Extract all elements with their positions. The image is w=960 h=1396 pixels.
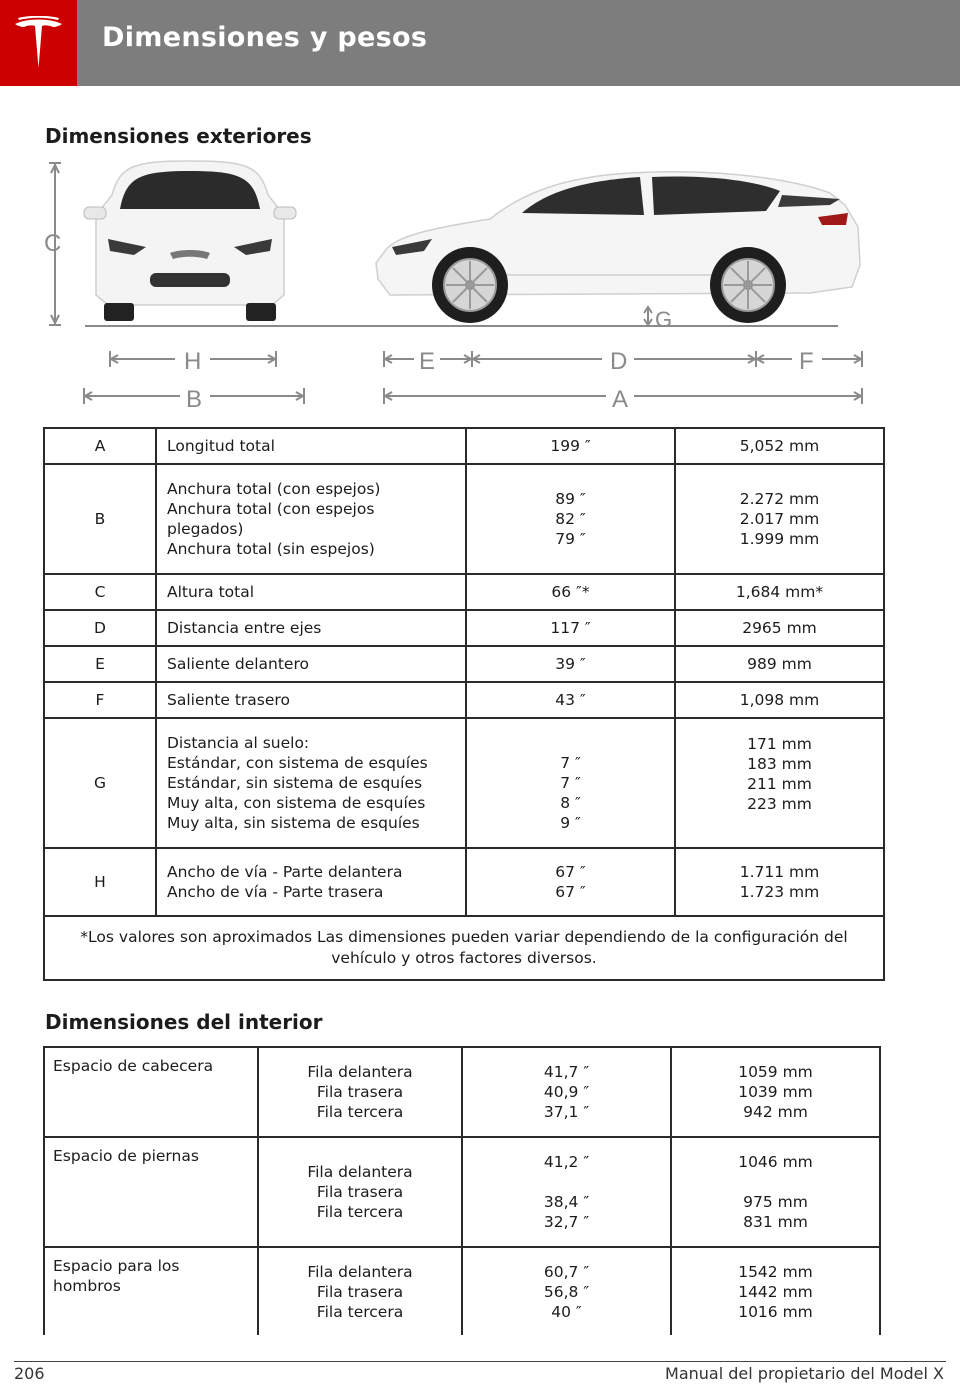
row-mm: 2.272 mm 2.017 mm 1.999 mm [675,464,884,574]
row-seats: Fila delantera Fila trasera Fila tercera [258,1247,462,1335]
row-description: Saliente trasero [156,682,466,718]
row-letter: B [44,464,156,574]
footnote-row [44,916,884,980]
row-inches: 41,2 ″ 38,4 ″ 32,7 ″ [462,1137,671,1247]
tesla-logo [0,0,77,86]
row-mm: 5,052 mm [675,428,884,464]
row-description: Distancia entre ejes [156,610,466,646]
row-seats: Fila delantera Fila trasera Fila tercera [258,1047,462,1137]
table-row [44,610,884,646]
row-mm: 1542 mm 1442 mm 1016 mm [671,1247,880,1335]
row-inches: 117 ″ [466,610,675,646]
footer-divider [14,1361,946,1362]
label-d: D [610,348,628,375]
row-mm: 1,098 mm [675,682,884,718]
row-inches: 199 ″ [466,428,675,464]
row-inches: 41,7 ″ 40,9 ″ 37,1 ″ [462,1047,671,1137]
row-inches: 89 ″ 82 ″ 79 ″ [466,464,675,574]
row-mm: 171 mm 183 mm 211 mm 223 mm [675,718,884,848]
table-row [44,574,884,610]
row-mm: 2965 mm [675,610,884,646]
row-inches: 67 ″ 67 ″ [466,848,675,916]
ground-clearance-indicator [644,307,652,325]
label-a: A [612,386,629,413]
row-letter: H [44,848,156,916]
page-number: 206 [14,1364,45,1383]
table-row [44,718,884,848]
row-mm: 1059 mm 1039 mm 942 mm [671,1047,880,1137]
row-description: Distancia al suelo: Estándar, con sistema de esquíes Estándar, sin sistema de esquíes Muy alta, con sistema de esquíes Muy alta, sin sistema de esquíes [156,718,466,848]
footnote: *Los valores son aproximados Las dimensiones pueden variar dependiendo de la configuración del vehículo y otros factores diversos. [44,916,884,980]
row-description: Saliente delantero [156,646,466,682]
car-side-view [376,172,860,323]
row-inches: 60,7 ″ 56,8 ″ 40 ″ [462,1247,671,1335]
table-row [44,682,884,718]
row-name: Espacio de piernas [44,1137,258,1247]
row-mm: 989 mm [675,646,884,682]
row-inches: 66 ″* [466,574,675,610]
row-description: Ancho de vía - Parte delantera Ancho de vía - Parte trasera [156,848,466,916]
label-f: F [799,348,814,375]
label-g: G [655,307,673,332]
row-description: Longitud total [156,428,466,464]
exterior-section-title: Dimensiones exteriores [45,124,312,148]
table-row [44,1137,880,1247]
row-mm: 1046 mm 975 mm 831 mm [671,1137,880,1247]
tesla-logo-icon [13,16,64,70]
row-description: Anchura total (con espejos) Anchura total (con espejos plegados) Anchura total (sin espejos) [156,464,466,574]
label-b: B [186,386,203,413]
row-name: Espacio para los hombros [44,1247,258,1335]
interior-section-title: Dimensiones del interior [45,1010,323,1034]
row-letter: G [44,718,156,848]
car-front-view [84,161,296,321]
exterior-dimensions-table [43,427,885,981]
vehicle-dimension-diagram [40,155,880,415]
table-row [44,646,884,682]
row-mm: 1.711 mm 1.723 mm [675,848,884,916]
label-e: E [419,348,436,375]
row-letter: F [44,682,156,718]
row-inches: 7 ″ 7 ″ 8 ″ 9 ″ [466,718,675,848]
row-mm: 1,684 mm* [675,574,884,610]
table-row [44,428,884,464]
row-letter: E [44,646,156,682]
row-letter: C [44,574,156,610]
row-description: Altura total [156,574,466,610]
table-row [44,1247,880,1335]
page-header [0,0,960,86]
label-h: H [184,348,202,375]
page-title: Dimensiones y pesos [102,22,428,53]
interior-dimensions-table [43,1046,881,1335]
row-seats: Fila delantera Fila trasera Fila tercera [258,1137,462,1247]
label-c: C [44,230,62,257]
table-row [44,464,884,574]
row-name: Espacio de cabecera [44,1047,258,1137]
row-letter: A [44,428,156,464]
row-letter: D [44,610,156,646]
table-row [44,1047,880,1137]
row-inches: 39 ″ [466,646,675,682]
manual-title: Manual del propietario del Model X [665,1364,944,1383]
table-row [44,848,884,916]
row-inches: 43 ″ [466,682,675,718]
